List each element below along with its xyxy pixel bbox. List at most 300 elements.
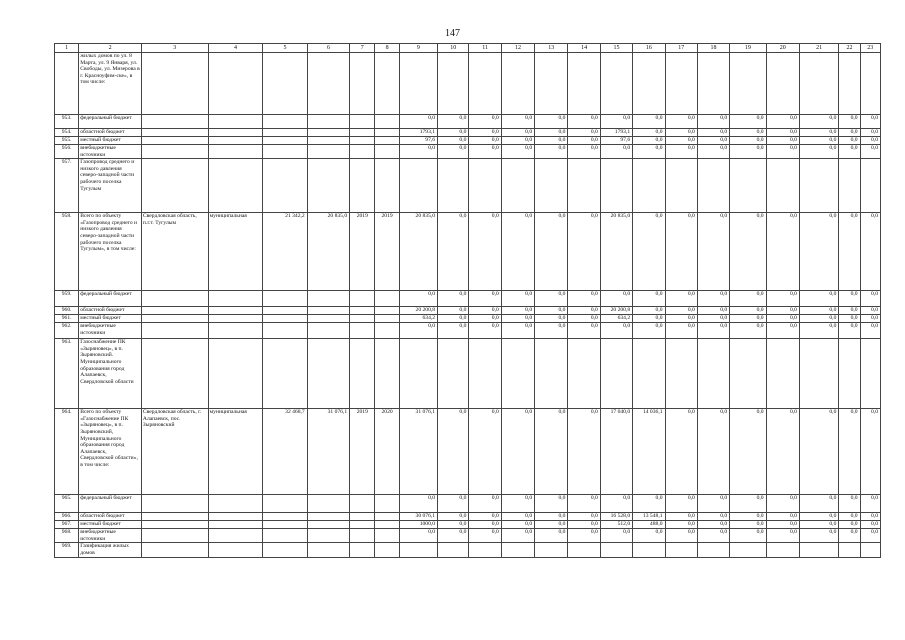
table-cell: 0,0 <box>399 291 437 307</box>
table-cell: 0,0 <box>633 323 665 339</box>
table-cell: 0,0 <box>697 495 729 513</box>
table-cell <box>697 159 729 213</box>
column-header: 11 <box>469 44 501 53</box>
item-name-cell: федеральный бюджет <box>79 291 142 307</box>
table-cell: 2019 <box>350 213 375 291</box>
table-cell: 0,0 <box>665 115 697 129</box>
table-cell: 21 342,2 <box>263 213 307 291</box>
table-cell: 0,0 <box>469 307 501 315</box>
table-cell <box>600 53 632 115</box>
table-row <box>55 115 881 129</box>
table-cell: 0,0 <box>839 513 860 521</box>
table-cell: 0,0 <box>697 409 729 495</box>
table-cell: 0,0 <box>633 145 665 159</box>
table-cell <box>350 159 375 213</box>
table-cell: 0,0 <box>799 529 838 543</box>
table-cell <box>263 315 307 323</box>
table-cell <box>375 115 399 129</box>
row-number-cell: 966. <box>55 513 79 521</box>
table-cell: 0,0 <box>730 513 766 521</box>
table-cell: 0,0 <box>839 315 860 323</box>
row-number-cell: 954. <box>55 129 79 137</box>
table-row <box>55 513 881 521</box>
table-cell <box>375 291 399 307</box>
table-cell: 0,0 <box>697 213 729 291</box>
table-row <box>55 521 881 529</box>
table-cell <box>350 307 375 315</box>
column-header: 14 <box>568 44 600 53</box>
table-cell: 0,0 <box>469 213 501 291</box>
table-row <box>55 53 881 115</box>
table-cell <box>141 291 208 307</box>
column-header: 10 <box>438 44 469 53</box>
table-cell: 0,0 <box>633 213 665 291</box>
table-cell <box>469 53 501 115</box>
row-number-cell: 968. <box>55 529 79 543</box>
table-row <box>55 291 881 307</box>
column-header: 20 <box>766 44 799 53</box>
table-row <box>55 129 881 137</box>
row-number-cell: 959. <box>55 291 79 307</box>
table-cell <box>350 323 375 339</box>
table-row <box>55 339 881 409</box>
table-cell: 0,0 <box>535 307 568 315</box>
table-row <box>55 213 881 291</box>
table-cell <box>350 529 375 543</box>
table-cell: 0,0 <box>633 315 665 323</box>
column-header: 22 <box>839 44 860 53</box>
table-cell: 0,0 <box>568 513 600 521</box>
table-cell: 0,0 <box>697 145 729 159</box>
table-cell <box>263 495 307 513</box>
table-cell <box>350 291 375 307</box>
table-cell <box>350 495 375 513</box>
table-cell: 0,0 <box>860 495 880 513</box>
table-cell <box>208 129 263 137</box>
table-cell: 1000,0 <box>399 521 437 529</box>
table-cell <box>633 53 665 115</box>
table-cell <box>375 145 399 159</box>
item-name-cell: областной бюджет <box>79 129 142 137</box>
column-header: 6 <box>307 44 349 53</box>
table-cell <box>697 53 729 115</box>
table-cell <box>535 543 568 557</box>
table-cell <box>263 543 307 557</box>
table-cell: 0,0 <box>469 521 501 529</box>
column-header: 5 <box>263 44 307 53</box>
row-number-cell: 969. <box>55 543 79 557</box>
table-row <box>55 409 881 495</box>
table-cell <box>208 513 263 521</box>
table-cell <box>141 323 208 339</box>
table-cell: 0,0 <box>438 315 469 323</box>
table-cell: 0,0 <box>600 145 632 159</box>
table-cell: 0,0 <box>469 529 501 543</box>
table-cell <box>307 129 349 137</box>
table-cell: 0,0 <box>766 115 799 129</box>
table-cell: 0,0 <box>860 213 880 291</box>
table-cell <box>469 159 501 213</box>
table-cell: 0,0 <box>501 115 534 129</box>
table-cell: 0,0 <box>438 129 469 137</box>
table-cell <box>839 543 860 557</box>
table-cell <box>350 315 375 323</box>
table-cell: 0,0 <box>568 137 600 145</box>
table-cell <box>766 53 799 115</box>
table-cell <box>263 115 307 129</box>
table-cell <box>263 339 307 409</box>
table-row <box>55 145 881 159</box>
table-cell <box>307 315 349 323</box>
table-cell <box>766 543 799 557</box>
table-cell: 0,0 <box>438 145 469 159</box>
table-cell <box>307 307 349 315</box>
table-cell: 0,0 <box>535 115 568 129</box>
item-name-cell: местный бюджет <box>79 315 142 323</box>
table-cell: 0,0 <box>633 115 665 129</box>
table-cell <box>600 339 632 409</box>
table-cell: 0,0 <box>535 315 568 323</box>
table-cell: 0,0 <box>839 137 860 145</box>
table-cell <box>535 53 568 115</box>
table-cell <box>665 159 697 213</box>
table-cell: 0,0 <box>469 495 501 513</box>
table-cell: 0,0 <box>839 521 860 529</box>
table-cell <box>399 339 437 409</box>
table-cell: 32 468,7 <box>263 409 307 495</box>
table-cell: 0,0 <box>535 529 568 543</box>
table-cell: 0,0 <box>568 307 600 315</box>
table-cell: 0,0 <box>469 145 501 159</box>
table-cell: 0,0 <box>438 323 469 339</box>
table-cell: 0,0 <box>535 137 568 145</box>
table-cell: 31 076,1 <box>399 409 437 495</box>
table-cell: 0,0 <box>730 307 766 315</box>
table-cell: 17 040,0 <box>600 409 632 495</box>
table-cell <box>438 339 469 409</box>
table-cell: 0,0 <box>501 129 534 137</box>
column-header: 23 <box>860 44 880 53</box>
table-cell: 0,0 <box>633 495 665 513</box>
table-cell <box>307 145 349 159</box>
item-name-cell: Газоснабжение ПК «Зыряновец», в п. Зыряновский. Муниципального образования город Алапаевск, Свердловской области <box>79 339 142 409</box>
table-cell: 0,0 <box>697 115 729 129</box>
table-cell: 0,0 <box>501 291 534 307</box>
table-cell <box>766 159 799 213</box>
table-cell <box>141 513 208 521</box>
table-cell <box>307 495 349 513</box>
table-cell <box>141 495 208 513</box>
table-cell: 0,0 <box>860 145 880 159</box>
table-cell: 0,0 <box>860 115 880 129</box>
table-cell: 0,0 <box>633 529 665 543</box>
table-cell: 0,0 <box>633 137 665 145</box>
table-cell: 0,0 <box>839 529 860 543</box>
table-cell: 0,0 <box>600 495 632 513</box>
table-cell: 0,0 <box>766 521 799 529</box>
table-cell <box>438 53 469 115</box>
table-cell: 0,0 <box>665 291 697 307</box>
table-cell <box>665 53 697 115</box>
table-cell <box>375 323 399 339</box>
table-cell: 0,0 <box>469 513 501 521</box>
item-name-cell: областной бюджет <box>79 307 142 315</box>
table-cell: 0,0 <box>766 323 799 339</box>
table-cell <box>350 513 375 521</box>
table-cell <box>263 307 307 315</box>
table-cell <box>799 53 838 115</box>
table-cell: 0,0 <box>469 137 501 145</box>
column-header: 15 <box>600 44 632 53</box>
table-cell: 0,0 <box>399 115 437 129</box>
table-cell: 0,0 <box>799 129 838 137</box>
table-cell: 0,0 <box>730 213 766 291</box>
table-cell <box>399 543 437 557</box>
table-cell: 0,0 <box>665 521 697 529</box>
table-cell <box>633 543 665 557</box>
table-cell: 0,0 <box>665 129 697 137</box>
table-cell: 0,0 <box>766 529 799 543</box>
table-cell <box>141 521 208 529</box>
table-cell: 0,0 <box>799 307 838 315</box>
table-cell: 0,0 <box>860 291 880 307</box>
table-cell: 2019 <box>375 213 399 291</box>
table-cell: 0,0 <box>697 315 729 323</box>
header-row <box>55 44 881 53</box>
table-cell: 0,0 <box>860 307 880 315</box>
table-cell: 0,0 <box>600 529 632 543</box>
table-cell <box>208 323 263 339</box>
table-cell: 0,0 <box>438 409 469 495</box>
table-cell <box>665 339 697 409</box>
table-cell: 0,0 <box>501 323 534 339</box>
table-cell: 0,0 <box>469 129 501 137</box>
table-cell: 0,0 <box>860 513 880 521</box>
table-cell <box>375 315 399 323</box>
table-cell: 0,0 <box>438 137 469 145</box>
table-cell: 0,0 <box>766 409 799 495</box>
table-cell: 0,0 <box>766 213 799 291</box>
table-cell: 0,0 <box>501 145 534 159</box>
table-cell: 0,0 <box>568 145 600 159</box>
table-cell: 0,0 <box>501 529 534 543</box>
table-cell: 0,0 <box>501 495 534 513</box>
table-cell <box>375 129 399 137</box>
table-cell <box>307 291 349 307</box>
row-number-cell: 956. <box>55 145 79 159</box>
table-cell: 0,0 <box>399 495 437 513</box>
table-cell: муниципальная <box>208 213 263 291</box>
row-number-cell: 964. <box>55 409 79 495</box>
item-name-cell: Газификация жилых домов <box>79 543 142 557</box>
table-cell: 0,0 <box>633 291 665 307</box>
column-header: 13 <box>535 44 568 53</box>
table-body <box>55 53 881 558</box>
table-cell: 0,0 <box>568 521 600 529</box>
table-row <box>55 315 881 323</box>
table-cell: 0,0 <box>730 529 766 543</box>
item-name-cell: областной бюджет <box>79 513 142 521</box>
table-cell: 0,0 <box>665 307 697 315</box>
page-number: 147 <box>445 28 460 39</box>
table-cell <box>633 159 665 213</box>
table-cell <box>399 53 437 115</box>
table-cell: 0,0 <box>438 513 469 521</box>
table-cell: 0,0 <box>535 145 568 159</box>
table-cell: 31 076,1 <box>307 409 349 495</box>
table-cell: 0,0 <box>766 145 799 159</box>
item-name-cell: федеральный бюджет <box>79 495 142 513</box>
table-cell <box>141 543 208 557</box>
table-cell <box>501 339 534 409</box>
table-cell: 0,0 <box>665 213 697 291</box>
table-cell: 0,0 <box>535 409 568 495</box>
table-cell <box>799 543 838 557</box>
table-cell: 0,0 <box>860 323 880 339</box>
table-cell: 0,0 <box>766 513 799 521</box>
table-cell: 512,0 <box>600 521 632 529</box>
table-cell: 0,0 <box>665 409 697 495</box>
table-cell <box>350 137 375 145</box>
table-cell: 0,0 <box>766 291 799 307</box>
column-header: 16 <box>633 44 665 53</box>
table-cell: 20 835,0 <box>399 213 437 291</box>
table-cell <box>141 53 208 115</box>
table-cell <box>263 323 307 339</box>
table-cell <box>263 159 307 213</box>
table-cell: 0,0 <box>839 129 860 137</box>
table-cell <box>350 339 375 409</box>
row-number-cell: 965. <box>55 495 79 513</box>
table-cell: 0,0 <box>665 137 697 145</box>
table-cell: 0,0 <box>730 291 766 307</box>
table-row <box>55 529 881 543</box>
table-cell <box>350 53 375 115</box>
row-number-cell: 963. <box>55 339 79 409</box>
table-cell <box>141 115 208 129</box>
table-row <box>55 307 881 315</box>
table-cell <box>208 529 263 543</box>
row-number-cell: 958. <box>55 213 79 291</box>
column-header: 7 <box>350 44 375 53</box>
table-cell <box>375 137 399 145</box>
table-cell: 2020 <box>375 409 399 495</box>
table-cell: 0,0 <box>568 129 600 137</box>
table-cell: 0,0 <box>799 145 838 159</box>
row-number-cell: 967. <box>55 521 79 529</box>
column-header: 2 <box>79 44 142 53</box>
table-cell <box>535 159 568 213</box>
table-cell: 0,0 <box>730 323 766 339</box>
budget-table-container <box>54 43 881 558</box>
item-name-cell: местный бюджет <box>79 521 142 529</box>
item-name-cell: жилых домов по ул. 8 Марта, ул. 9 Января, ул. Свободы, ул. Мизерова в г. Красноуфим-ске», в том числе: <box>79 53 142 115</box>
row-number-cell: 961. <box>55 315 79 323</box>
table-cell <box>568 339 600 409</box>
table-cell: 0,0 <box>799 315 838 323</box>
table-cell: 0,0 <box>799 409 838 495</box>
table-cell <box>730 339 766 409</box>
table-row <box>55 159 881 213</box>
table-cell <box>307 137 349 145</box>
table-cell <box>141 529 208 543</box>
table-cell: 0,0 <box>697 323 729 339</box>
table-cell: 0,0 <box>730 495 766 513</box>
table-cell <box>208 53 263 115</box>
table-cell: 0,0 <box>860 315 880 323</box>
table-cell <box>208 145 263 159</box>
table-cell: 0,0 <box>568 323 600 339</box>
table-cell <box>263 513 307 521</box>
column-header: 19 <box>730 44 766 53</box>
table-cell <box>501 543 534 557</box>
table-cell: 0,0 <box>766 129 799 137</box>
table-cell <box>501 159 534 213</box>
item-name-cell: федеральный бюджет <box>79 115 142 129</box>
table-cell <box>600 159 632 213</box>
table-cell: 0,0 <box>799 291 838 307</box>
column-header: 9 <box>399 44 437 53</box>
column-header: 21 <box>799 44 838 53</box>
table-cell: 0,0 <box>568 213 600 291</box>
table-cell <box>141 315 208 323</box>
table-cell: 0,0 <box>839 323 860 339</box>
table-cell: 0,0 <box>438 307 469 315</box>
table-cell: 0,0 <box>469 291 501 307</box>
table-cell <box>307 339 349 409</box>
column-header: 1 <box>55 44 79 53</box>
table-cell: 0,0 <box>535 495 568 513</box>
table-cell <box>860 543 880 557</box>
table-cell <box>633 339 665 409</box>
table-cell <box>730 159 766 213</box>
row-number-cell: 957. <box>55 159 79 213</box>
table-cell: 97,6 <box>399 137 437 145</box>
table-cell: 0,0 <box>501 521 534 529</box>
table-cell <box>208 543 263 557</box>
row-number-cell: 953. <box>55 115 79 129</box>
column-header: 18 <box>697 44 729 53</box>
table-cell: 0,0 <box>438 529 469 543</box>
column-header: 8 <box>375 44 399 53</box>
table-cell <box>375 529 399 543</box>
table-cell: 0,0 <box>839 291 860 307</box>
table-cell: 0,0 <box>860 409 880 495</box>
table-cell: 0,0 <box>860 137 880 145</box>
table-cell: 0,0 <box>799 521 838 529</box>
table-cell: 0,0 <box>839 213 860 291</box>
table-cell <box>375 495 399 513</box>
item-name-cell: внебюджетные источники <box>79 323 142 339</box>
table-cell: 0,0 <box>399 529 437 543</box>
table-cell: 0,0 <box>766 495 799 513</box>
column-header: 4 <box>208 44 263 53</box>
table-cell: 20 200,8 <box>399 307 437 315</box>
table-cell: 20 835,0 <box>600 213 632 291</box>
table-cell <box>839 53 860 115</box>
row-number-cell: 960. <box>55 307 79 315</box>
table-cell: 20 200,8 <box>600 307 632 315</box>
table-cell <box>399 159 437 213</box>
table-cell: 1793,1 <box>399 129 437 137</box>
table-cell: 2019 <box>350 409 375 495</box>
table-cell <box>208 521 263 529</box>
table-cell: 0,0 <box>730 521 766 529</box>
table-cell <box>350 145 375 159</box>
table-cell: 16 528,0 <box>600 513 632 521</box>
table-cell: 0,0 <box>730 145 766 159</box>
table-cell: 0,0 <box>730 315 766 323</box>
